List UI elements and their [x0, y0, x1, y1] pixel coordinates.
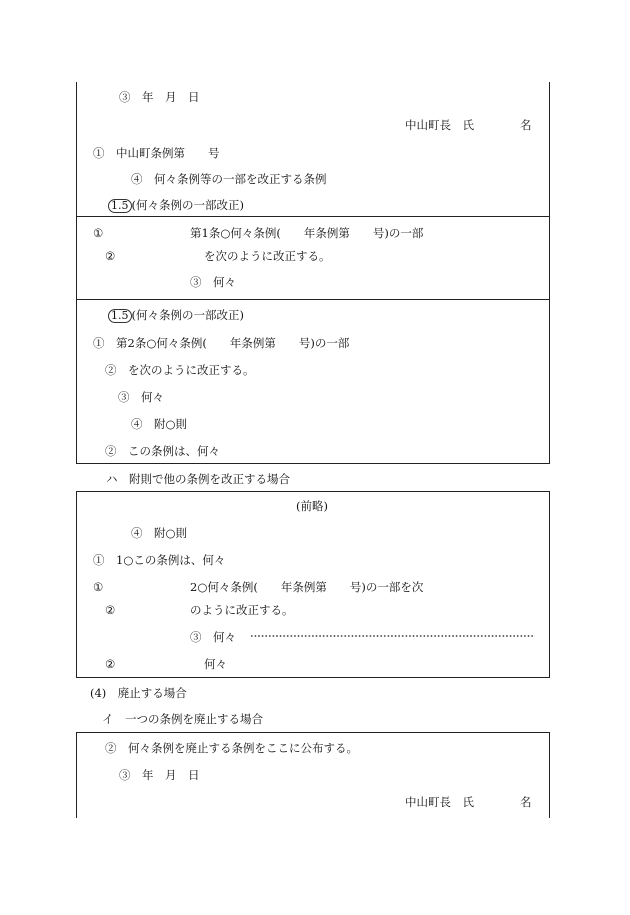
- box4-top-border: [76, 732, 550, 733]
- ordinance-title: ④ 何々条例等の一部を改正する条例: [131, 172, 327, 186]
- box-divider-1: [76, 216, 550, 217]
- box4-left-border: [76, 732, 77, 818]
- box1-right-border: [549, 82, 550, 463]
- box3-line5: ③ 何々: [190, 630, 236, 644]
- box4-line1: ② 何々条例を廃止する条例をここに公布する。: [105, 741, 358, 755]
- date-line: ③ 年 月 日: [119, 90, 200, 104]
- spacing-badge: 1.5: [108, 199, 132, 213]
- box2-line3: ③ 何々: [118, 390, 164, 404]
- subheading-1: [108, 198, 244, 213]
- box4-date: ③ 年 月 日: [119, 768, 200, 782]
- box1-row1-text: 第1条○何々条例( 年条例第 号)の一部: [190, 226, 424, 240]
- box3-line3-num: ①: [93, 580, 104, 594]
- box2-line4: ④ 附○則: [131, 417, 188, 431]
- dotted-leader: [250, 631, 535, 641]
- box1-row3-text: ③ 何々: [190, 275, 236, 289]
- section-4-heading: (4) 廃止する場合: [90, 686, 187, 700]
- box3-line4-text: のように改正する。: [190, 603, 294, 617]
- box2-line2: ② を次のように改正する。: [105, 363, 255, 377]
- box3-line6-num: ②: [105, 657, 116, 671]
- mayor-name: 名: [520, 118, 532, 132]
- section-i-heading: イ 一つの条例を廃止する場合: [102, 712, 263, 726]
- box3-line4-num: ②: [105, 603, 116, 617]
- subheading-text: (何々条例の一部改正): [131, 198, 244, 212]
- box1-row2-num: ②: [105, 249, 116, 263]
- box2-line5: ② この条例は、何々: [105, 444, 220, 458]
- mayor-title: 中山町長 氏: [405, 118, 474, 132]
- box2-line1: ① 第2条○何々条例( 年条例第 号)の一部: [93, 336, 350, 350]
- box4-right-border: [549, 732, 550, 818]
- ordinance-number: ① 中山町条例第 号: [93, 146, 220, 160]
- box1-left-border: [76, 82, 77, 463]
- box4-mayor-name: 名: [520, 795, 532, 809]
- box-divider-2: [76, 299, 550, 300]
- box3-line6-text: 何々: [204, 657, 227, 671]
- box2-heading-text: (何々条例の一部改正): [131, 308, 244, 322]
- section-ha-heading: ハ 附則で他の条例を改正する場合: [106, 472, 290, 486]
- box4-mayor-title: 中山町長 氏: [405, 795, 474, 809]
- box1-row2-text: を次のように改正する。: [204, 249, 331, 263]
- box3-header: (前略): [296, 499, 328, 513]
- box1-row1-num: ①: [93, 226, 104, 240]
- box3-line1: ④ 附○則: [131, 526, 188, 540]
- box-bottom-border: [76, 463, 550, 464]
- box2-heading: [108, 308, 244, 323]
- box3-line3-text: 2○何々条例( 年条例第 号)の一部を次: [190, 580, 424, 594]
- box3-line2: ① 1○この条例は、何々: [93, 553, 226, 567]
- spacing-badge-2: 1.5: [108, 309, 132, 323]
